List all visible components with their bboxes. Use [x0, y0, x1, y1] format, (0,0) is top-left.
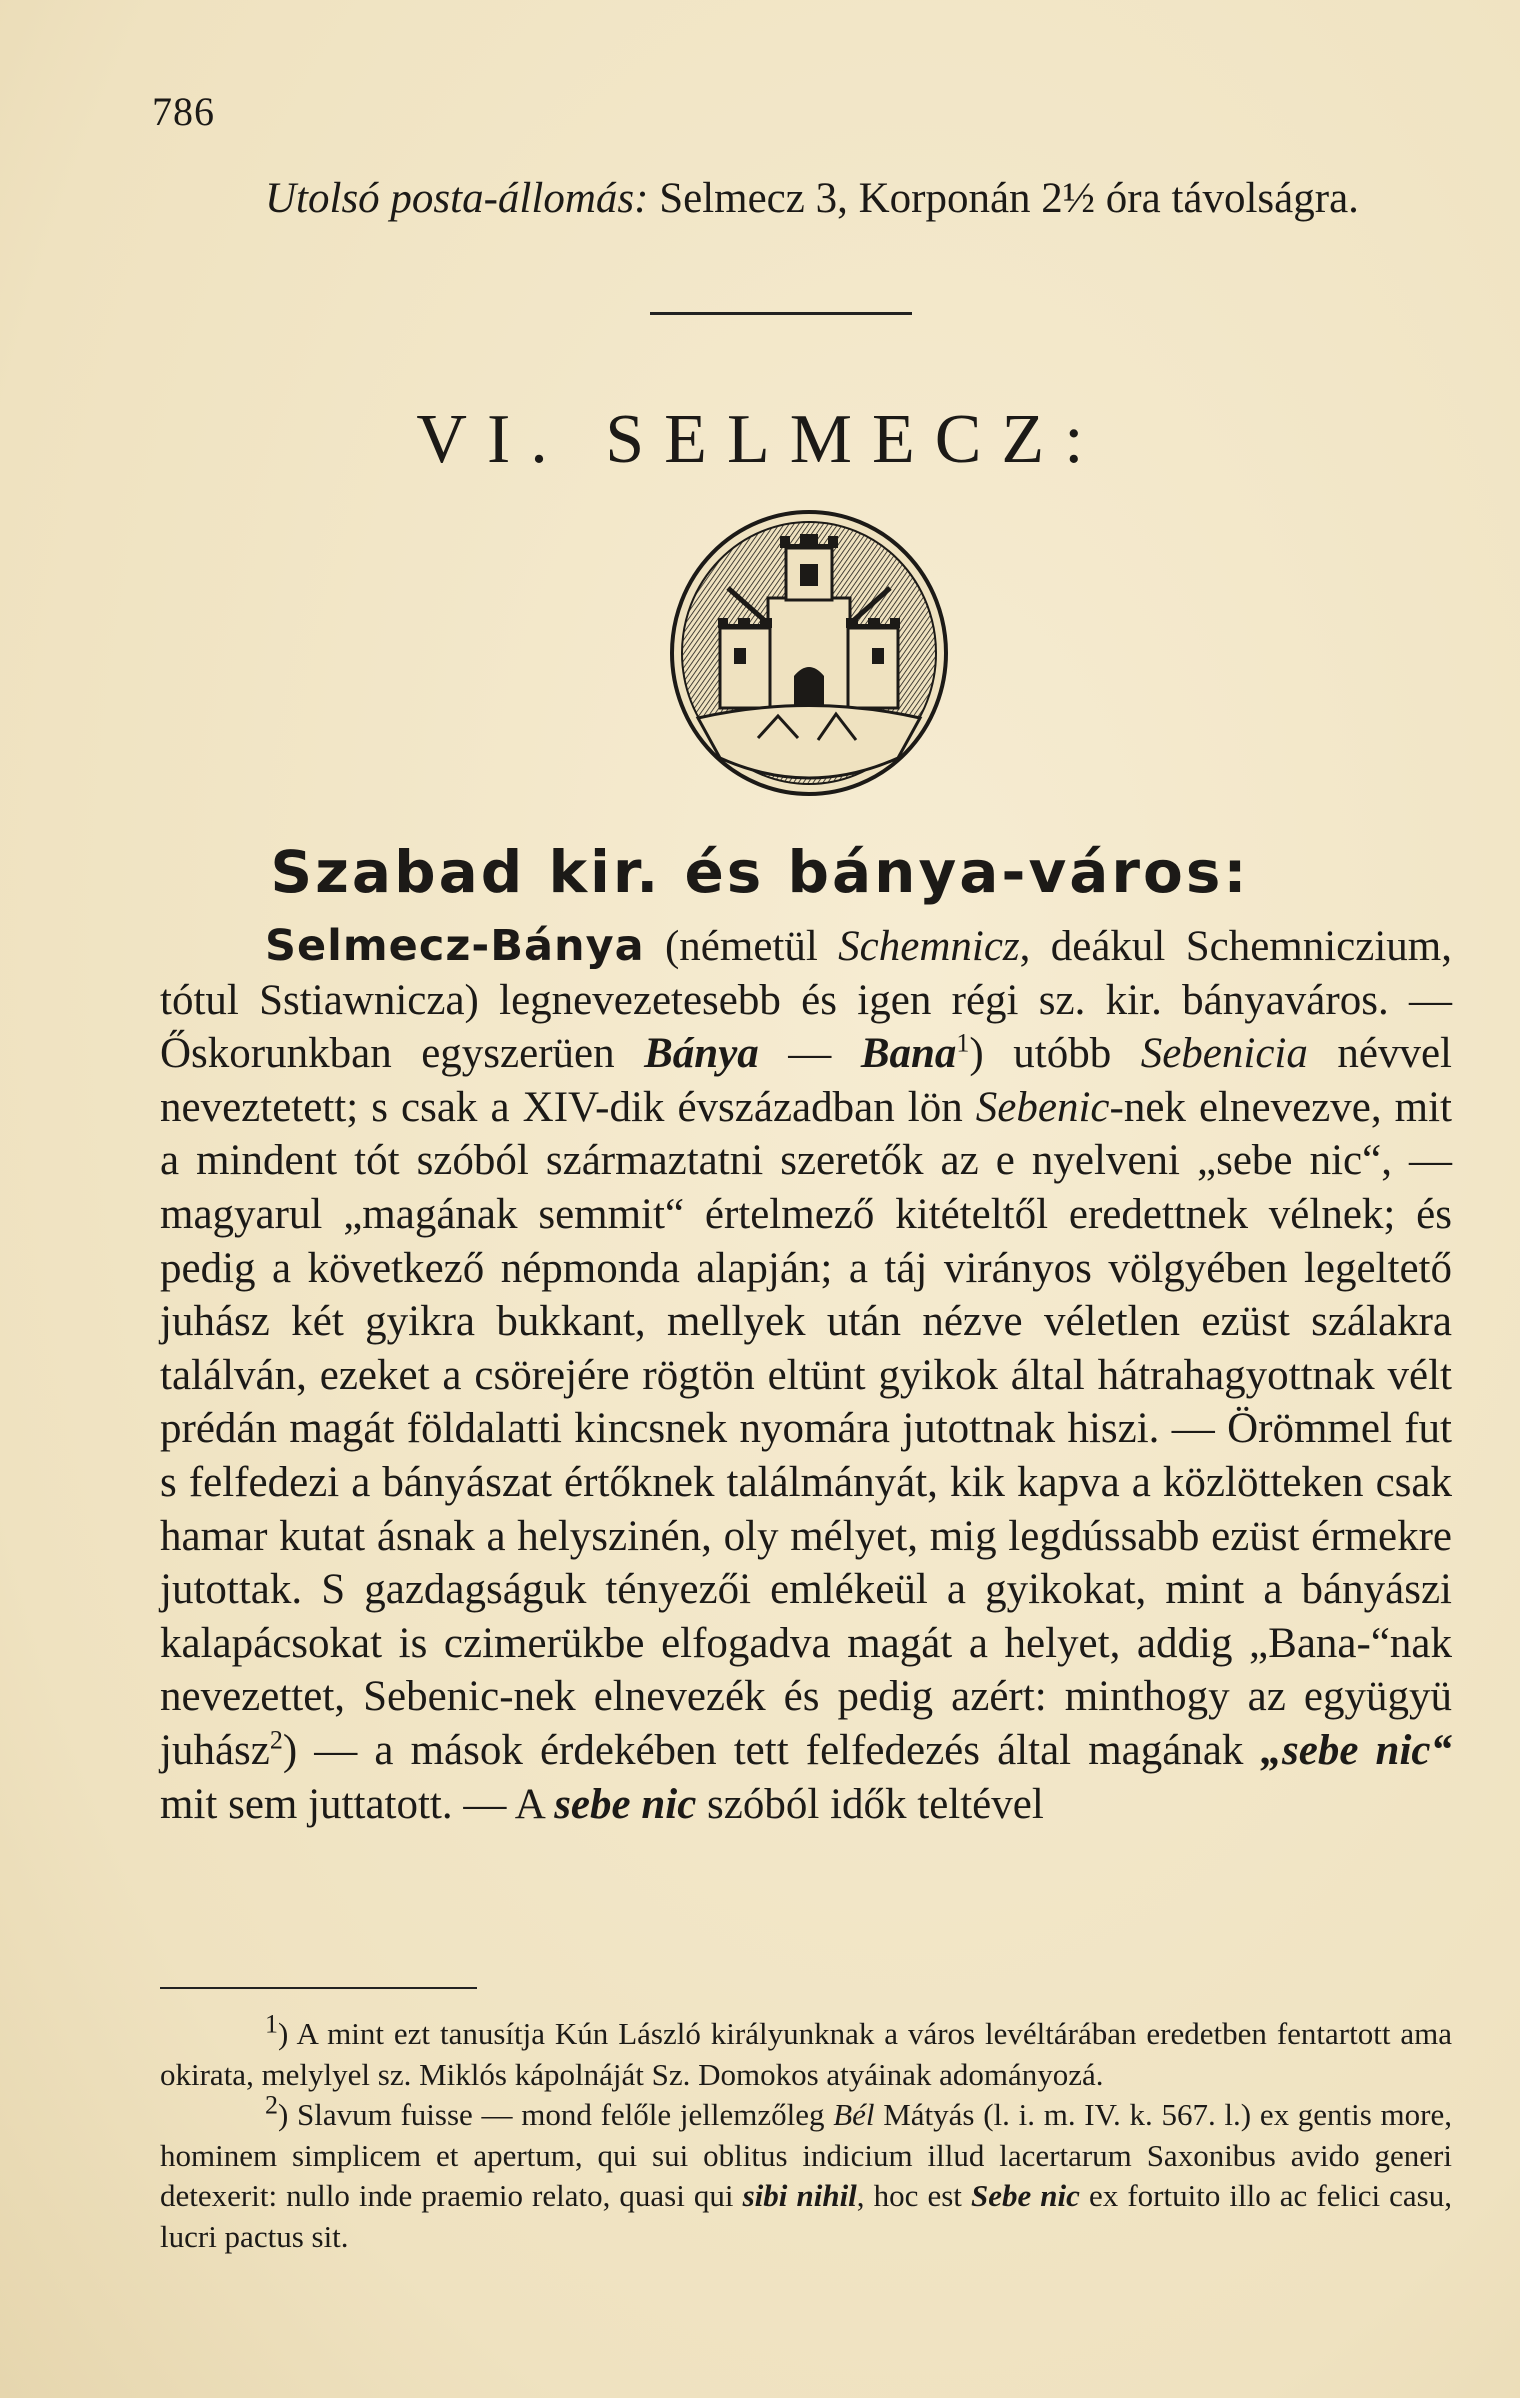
- text-run: , hoc est: [856, 2178, 971, 2213]
- intro-paragraph: [160, 172, 1450, 226]
- text-run: ) utóbb: [969, 1030, 1141, 1078]
- section-divider: [650, 312, 912, 315]
- subheading: Szabad kir. és bánya-város:: [270, 838, 1250, 906]
- text-run: ) A mint ezt tanusítja Kún László királyunknak a város levéltárában eredetben fentartott ama okirata, melylyel sz. Miklós kápolnáját Sz. Domokos atyáinak adományozá.: [160, 2016, 1452, 2092]
- text-run: Bánya: [644, 1030, 759, 1078]
- section-heading: VI. SELMECZ:: [416, 401, 1104, 478]
- footnote-ref: 2: [269, 1725, 283, 1755]
- text-run: Sebe nic: [970, 2178, 1080, 2213]
- text-run: Schemnicz: [838, 923, 1020, 970]
- text-run: —: [758, 1030, 861, 1078]
- text-run: sebe nic: [554, 1780, 697, 1828]
- text-run: mit sem juttatott. — A: [160, 1780, 555, 1828]
- intro-text: Selmecz 3, Korponán 2½ óra távolságra.: [648, 175, 1359, 222]
- text-run: névvel neveztetett; s csak a XIV-dik évszázadban lön: [160, 1030, 1452, 1131]
- text-run: sibi nihil: [742, 2178, 857, 2213]
- text-run: Selmecz-Bánya: [265, 921, 645, 971]
- body-paragraph: [160, 920, 1452, 1831]
- text-run: Mátyás (l. i. m. IV. k. 567. l.) ex gentis more, hominem simplicem et apertum, qui sui oblitus indicium illud lacertarum Saxonibus avido generi detexerit: nullo inde praemio relato, quasi qui: [160, 2097, 1453, 2213]
- body-text: [160, 920, 1452, 1831]
- text-run: ) Slavum fuisse — mond felőle jellemzőleg: [278, 2097, 834, 2132]
- text-run: ex fortuito illo ac felici casu, lucri pactus sit.: [160, 2178, 1452, 2254]
- coat-of-arms-seal: [668, 508, 950, 798]
- footnote-rule: [160, 1987, 477, 1989]
- footnote-ref: 1: [956, 1028, 970, 1058]
- footnote-ref: 1: [265, 2009, 278, 2039]
- text-run: Bél: [833, 2097, 875, 2132]
- text-run: Sebenicia: [1140, 1030, 1308, 1078]
- text-run: szóból idők teltével: [696, 1780, 1044, 1828]
- text-run: , deákul Schemniczium, tótul Sstiawnicza) legnevezetesebb és igen régi sz. kir. bányaváros. — Őskorunkban egyszerüen: [160, 923, 1452, 1078]
- intro-label: Utolsó posta-állomás:: [265, 175, 649, 222]
- footnote-ref: 2: [265, 2090, 278, 2120]
- text-run: „sebe nic“: [1260, 1726, 1453, 1774]
- text-run: Sebenic: [975, 1083, 1110, 1131]
- text-run: (németül: [644, 923, 839, 970]
- text-run: Bana: [860, 1030, 957, 1078]
- footnote-1: [160, 2009, 1452, 2095]
- footnote-2: [160, 2090, 1453, 2257]
- text-run: ) — a mások érdekében tett felfedezés által magának: [282, 1726, 1261, 1774]
- page-number: 786: [152, 89, 215, 134]
- text-run: -nek elnevezve, mit a mindent tót szóból származtatni szeretők az e nyelveni „sebe nic“, — magyarul „magának semmit“ értelmező kitételtől eredettnek vélnek; és pedig a következő népmonda alapján; a táj virányos völgyében legeltető juhász két gyikra bukkant, mellyek után nézve véletlen ezüst szálakra találván, ezeket a csörejére rögtön eltünt gyikok által hátrahagyottnak vélt prédán magát földalatti kincsnek nyomára jutottnak hiszi. — Örömmel fut s felfedezi a bányászat értőknek találmányát, kik kapva a közlötteken csak hamar kutat ásnak a helyszinén, oly mélyet, mig legdússabb ezüst érmekre jutottak. S gazdagságuk tényezői emlékeül a gyikokat, mint a bányászi kalapácsokat is czimerükbe elfogadva magát a helyet, addig „Bana-“nak nevezettet, Sebenic-nek elnevezék és pedig azért: minthogy az együgyü juhász: [160, 1083, 1453, 1774]
- footnotes: [160, 2009, 1453, 2257]
